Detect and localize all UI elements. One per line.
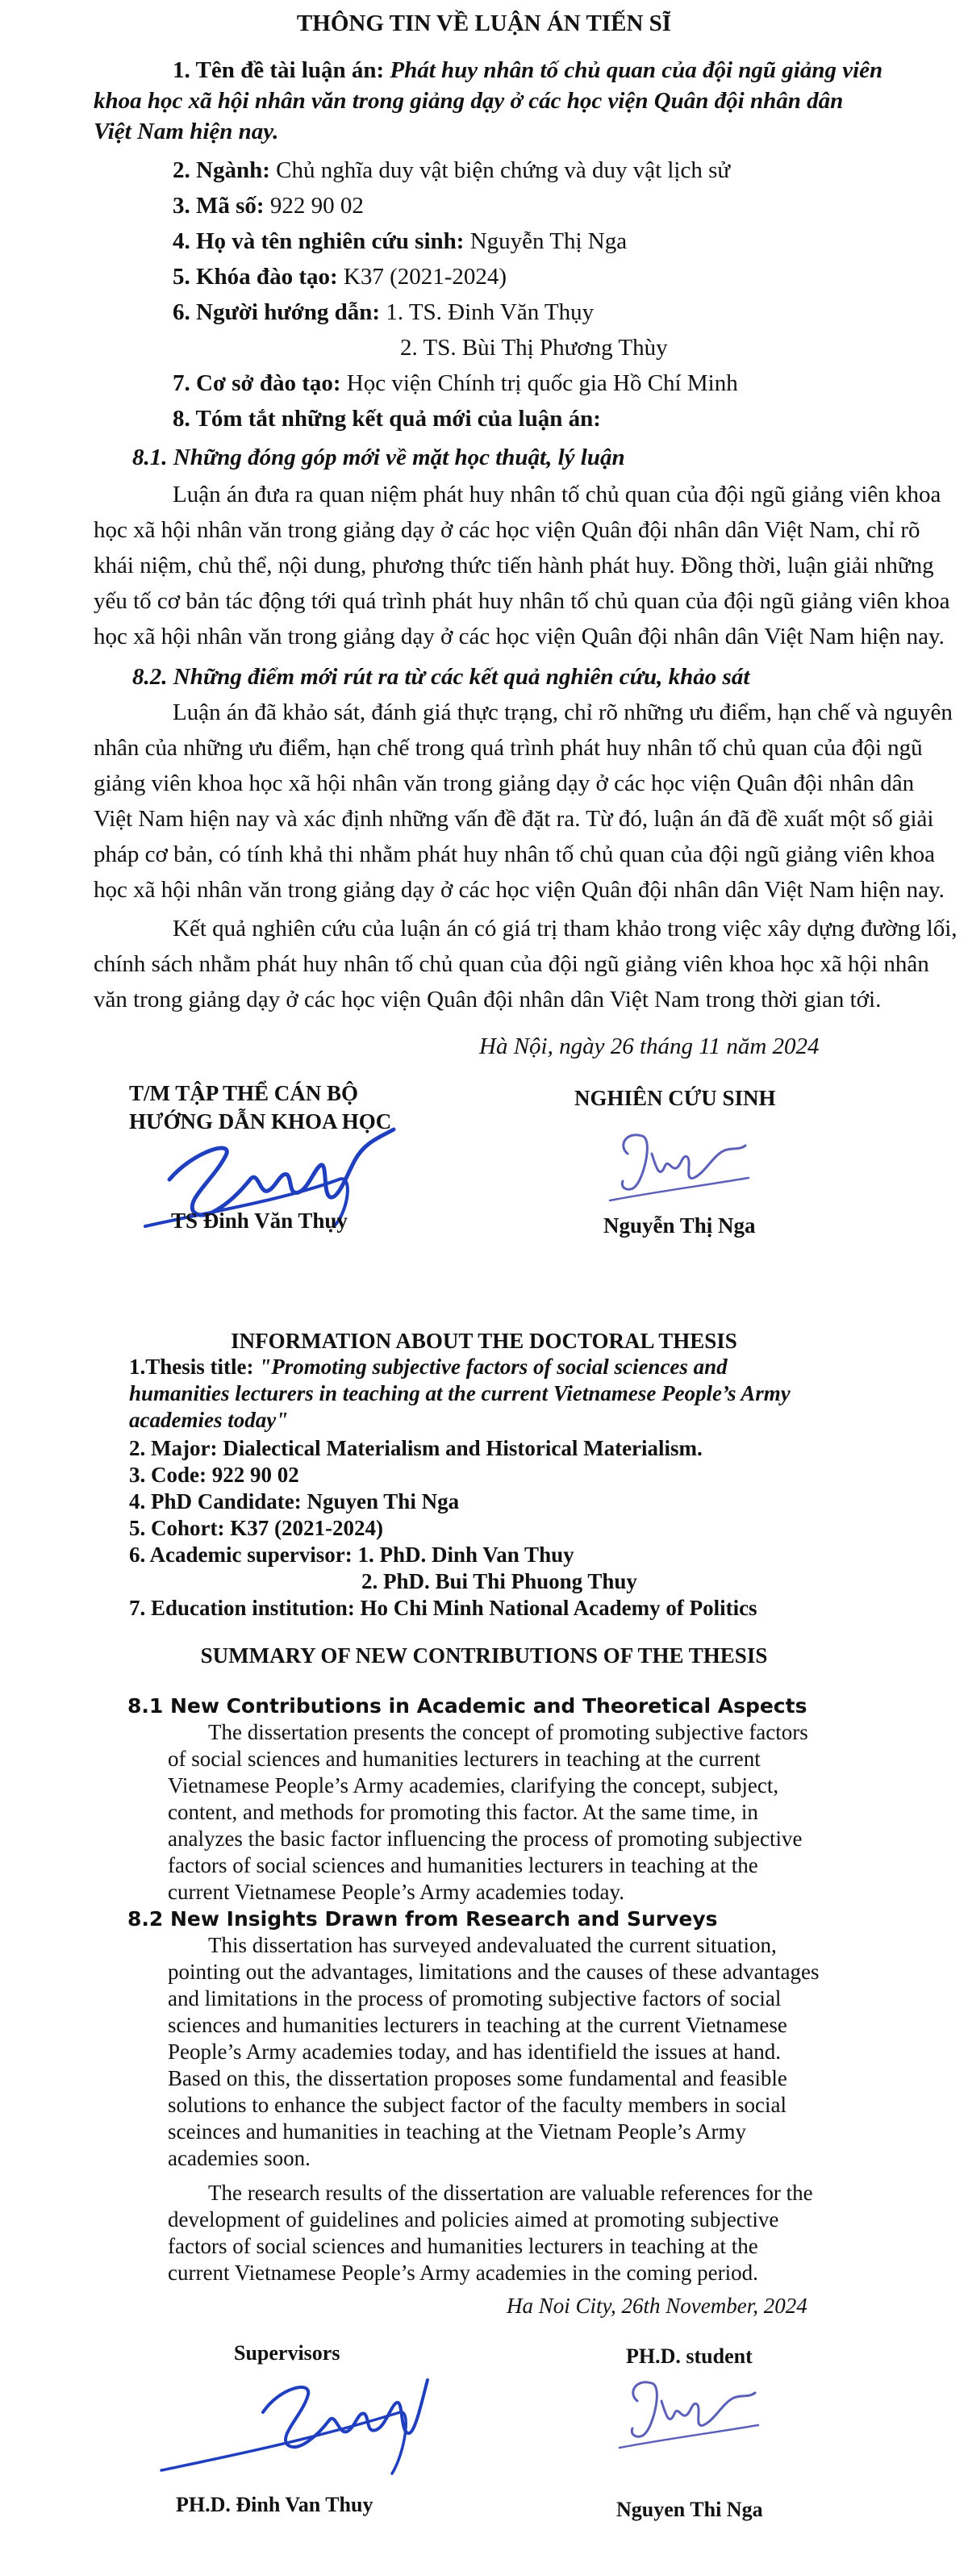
vi-item-institution: [173, 368, 738, 399]
en-sec82-line4: sciences and humanities lecturers in teaching at the current Vietnamese: [168, 2013, 787, 2037]
en-sec81-line1: The dissertation presents the concept of promoting subjective factors: [208, 1720, 808, 1744]
en-right-sig-name: Nguyen Thi Nga: [616, 2498, 763, 2521]
en-sec81-line2: of social sciences and humanities lecturers in teaching at the current: [168, 1747, 761, 1771]
en-item-supervisor: 6. Academic supervisor: 1. PhD. Dinh Van Thuy: [129, 1543, 574, 1567]
en-summary-heading: SUMMARY OF NEW CONTRIBUTIONS OF THE THESIS: [200, 1643, 768, 1668]
en-sec82-heading: 8.2 New Insights Drawn from Research and Surveys: [127, 1907, 718, 1931]
vi-item1-label: 1. Tên đề tài luận án:: [173, 57, 385, 83]
vi-item6-label: 6. Người hướng dẫn:: [173, 299, 381, 325]
vi-item5-label: 5. Khóa đào tạo:: [173, 264, 338, 290]
en-item-thesis-title: [129, 1354, 728, 1380]
vi-item-major: [173, 155, 730, 186]
vi-item6-value1: 1. TS. Đinh Văn Thụy: [380, 299, 595, 325]
en-sec82-p2-line1: The research results of the dissertation are valuable references for the: [208, 2181, 813, 2205]
vi-left-sig-name: TS Đinh Văn Thụy: [171, 1209, 348, 1233]
en-item-cohort: 5. Cohort: K37 (2021-2024): [129, 1516, 383, 1540]
vi-item-supervisor: [173, 297, 594, 328]
vi-item8-label: 8. Tóm tắt những kết quả mới của luận án:: [173, 406, 601, 432]
vi-sec81-line4: yếu tố cơ bản tác động tới quá trình phát huy nhân tố chủ quan của đội ngũ giảng viên khoa: [94, 588, 950, 614]
en-right-sig-title: PH.D. student: [626, 2344, 753, 2368]
en-title: INFORMATION ABOUT THE DOCTORAL THESIS: [231, 1329, 737, 1353]
vi-sec82-heading: 8.2. Những điểm mới rút ra từ các kết quả nghiên cứu, khảo sát: [132, 664, 750, 690]
en-sec82-line6: Based on this, the dissertation proposes some fundamental and feasible: [168, 2066, 787, 2090]
en-sec81-line4: content, and methods for promoting this factor. At the same time, in: [168, 1800, 758, 1824]
vi-item2-value: Chủ nghĩa duy vật biện chứng và duy vật lịch sử: [269, 157, 731, 183]
vi-item4-value: Nguyễn Thị Nga: [464, 228, 628, 254]
en-sec82-line2: pointing out the advantages, limitations and the causes of these advantages: [168, 1960, 820, 1984]
vi-item-thesis-title: [173, 55, 882, 86]
vi-sec82-line1: Luận án đã khảo sát, đánh giá thực trạng, chỉ rõ những ưu điểm, hạn chế và nguyên: [173, 699, 953, 725]
en-sec81-line6: factors of social sciences and humanities lecturers in teaching at the: [168, 1853, 758, 1877]
vi-item4-label: 4. Họ và tên nghiên cứu sinh:: [173, 228, 465, 254]
vi-sec82-line5: pháp cơ bản, có tính khả thi nhằm phát huy nhân tố chủ quan của đội ngũ giảng viên khoa: [94, 841, 935, 867]
vi-item7-value: Học viện Chính trị quốc gia Hồ Chí Minh: [340, 370, 738, 396]
en-sec82-p2-line2: development of guidelines and policies aimed at promoting subjective: [168, 2207, 779, 2232]
en-sec82-line3: and limitations in the process of promoting subjective factors of social: [168, 1986, 782, 2010]
vi-item3-value: 922 90 02: [264, 193, 364, 219]
vi-right-sig-title: NGHIÊN CỨU SINH: [574, 1086, 776, 1110]
en-sec82-line8: sceinces and humanities in teaching at the Vietnam People’s Army: [168, 2119, 746, 2144]
en-left-signature: [158, 2356, 432, 2477]
en-sec81-line3: Vietnamese People’s Army academies, clarifying the concept, subject,: [168, 1773, 779, 1797]
en-item1-value-line3: academies today": [129, 1408, 289, 1432]
vi-sec81-line3: khái niệm, chủ thể, nội dung, phương thức tiến hành phát huy. Đồng thời, luận giải những: [94, 553, 934, 578]
en-item-major: 2. Major: Dialectical Materialism and Historical Materialism.: [129, 1436, 703, 1460]
vi-item1-value-line3: Việt Nam hiện nay.: [94, 119, 279, 144]
vi-item5-value: K37 (2021-2024): [337, 264, 507, 290]
vi-item-code: [173, 190, 364, 221]
vi-left-sig-title2: HƯỚNG DẪN KHOA HỌC: [129, 1109, 392, 1134]
vi-sec81-heading: 8.1. Những đóng góp mới về mặt học thuật, lý luận: [132, 445, 625, 470]
vi-title: THÔNG TIN VỀ LUẬN ÁN TIẾN SĨ: [296, 10, 672, 36]
en-right-signature: [613, 2369, 766, 2457]
en-item1-value: "Promoting subjective factors of social sciences and: [253, 1355, 728, 1379]
en-item-institution: 7. Education institution: Ho Chi Minh National Academy of Politics: [129, 1596, 757, 1620]
en-sec82-p2-line3: factors of social sciences and humanities lecturers in teaching at the: [168, 2234, 758, 2258]
en-sec82-p2-line4: current Vietnamese People’s Army academies in the coming period.: [168, 2261, 758, 2285]
vi-sec82-p2-line3: văn trong giảng dạy ở các học viện Quân đội nhân dân Việt Nam trong thời gian tới.: [94, 987, 882, 1012]
en-sec82-line7: solutions to enhance the subject factor of the faculty members in social: [168, 2093, 787, 2117]
en-left-sig-title: Supervisors: [234, 2341, 340, 2365]
vi-left-sig-title1: T/M TẬP THỂ CÁN BỘ: [129, 1081, 359, 1105]
en-sec81-heading: 8.1 New Contributions in Academic and Theoretical Aspects: [127, 1694, 807, 1718]
vi-item3-label: 3. Mã số:: [173, 193, 265, 219]
vi-item-cohort: [173, 261, 507, 292]
vi-item-candidate: [173, 226, 627, 257]
en-item-candidate: 4. PhD Candidate: Nguyen Thi Nga: [129, 1489, 460, 1513]
vi-item7-label: 7. Cơ sở đào tạo:: [173, 370, 341, 396]
en-item1-label: 1.Thesis title:: [129, 1355, 254, 1379]
vi-sec81-line1: Luận án đưa ra quan niệm phát huy nhân tố chủ quan của đội ngũ giảng viên khoa: [173, 482, 941, 507]
en-item-code: 3. Code: 922 90 02: [129, 1463, 299, 1487]
en-sec81-line5: analyzes the basic factor influencing the process of promoting subjective: [168, 1827, 803, 1851]
vi-item1-value-line2: khoa học xã hội nhân văn trong giảng dạy ở các học viện Quân đội nhân dân: [94, 88, 844, 114]
vi-item1-value: Phát huy nhân tố chủ quan của đội ngũ giảng viên: [384, 57, 883, 83]
en-sec82-line5: People’s Army academies today, and has identifield the issues at hand.: [168, 2040, 782, 2064]
en-date: Ha Noi City, 26th November, 2024: [507, 2294, 807, 2318]
en-sec82-line9: academies soon.: [168, 2146, 311, 2170]
vi-item6-value2: 2. TS. Bùi Thị Phương Thùy: [400, 335, 668, 361]
vi-sec82-line4: Việt Nam hiện nay và xác định những vấn đề đặt ra. Từ đó, luận án đã đề xuất một số giải: [94, 806, 934, 832]
en-item1-value-line2: humanities lecturers in teaching at the current Vietnamese People’s Army: [129, 1381, 791, 1405]
vi-sec81-line5: học xã hội nhân văn trong giảng dạy ở các học viện Quân đội nhân dân Việt Nam hiện nay.: [94, 624, 945, 649]
en-item-supervisor2: 2. PhD. Bui Thi Phuong Thuy: [361, 1569, 637, 1593]
en-left-sig-name: PH.D. Đinh Van Thuy: [176, 2493, 373, 2516]
vi-sec82-p2-line2: chính sách nhằm phát huy nhân tố chủ quan của đội ngũ giảng viên khoa học xã hội nhân: [94, 951, 929, 977]
en-sec82-line1: This dissertation has surveyed andevaluated the current situation,: [208, 1933, 777, 1957]
vi-sec82-line6: học xã hội nhân văn trong giảng dạy ở các học viện Quân đội nhân dân Việt Nam hiện nay.: [94, 877, 945, 903]
vi-right-signature: [603, 1121, 757, 1210]
vi-sec82-p2-line1: Kết quả nghiên cứu của luận án có giá trị tham khảo trong việc xây dựng đường lối,: [173, 916, 958, 941]
vi-item2-label: 2. Ngành:: [173, 157, 270, 183]
vi-date: Hà Nội, ngày 26 tháng 11 năm 2024: [479, 1033, 820, 1059]
vi-sec82-line2: nhân của những ưu điểm, hạn chế trong quá trình phát huy nhân tố chủ quan của đội ngũ: [94, 735, 923, 761]
vi-sec82-line3: giảng viên khoa học xã hội nhân văn trong giảng dạy ở các học viện Quân đội nhân dân: [94, 770, 915, 796]
vi-right-sig-name: Nguyễn Thị Nga: [603, 1213, 756, 1238]
en-sec81-line7: current Vietnamese People’s Army academies today.: [168, 1880, 624, 1904]
vi-sec81-line2: học xã hội nhân văn trong giảng dạy ở các học viện Quân đội nhân dân Việt Nam, chỉ rõ: [94, 517, 920, 543]
